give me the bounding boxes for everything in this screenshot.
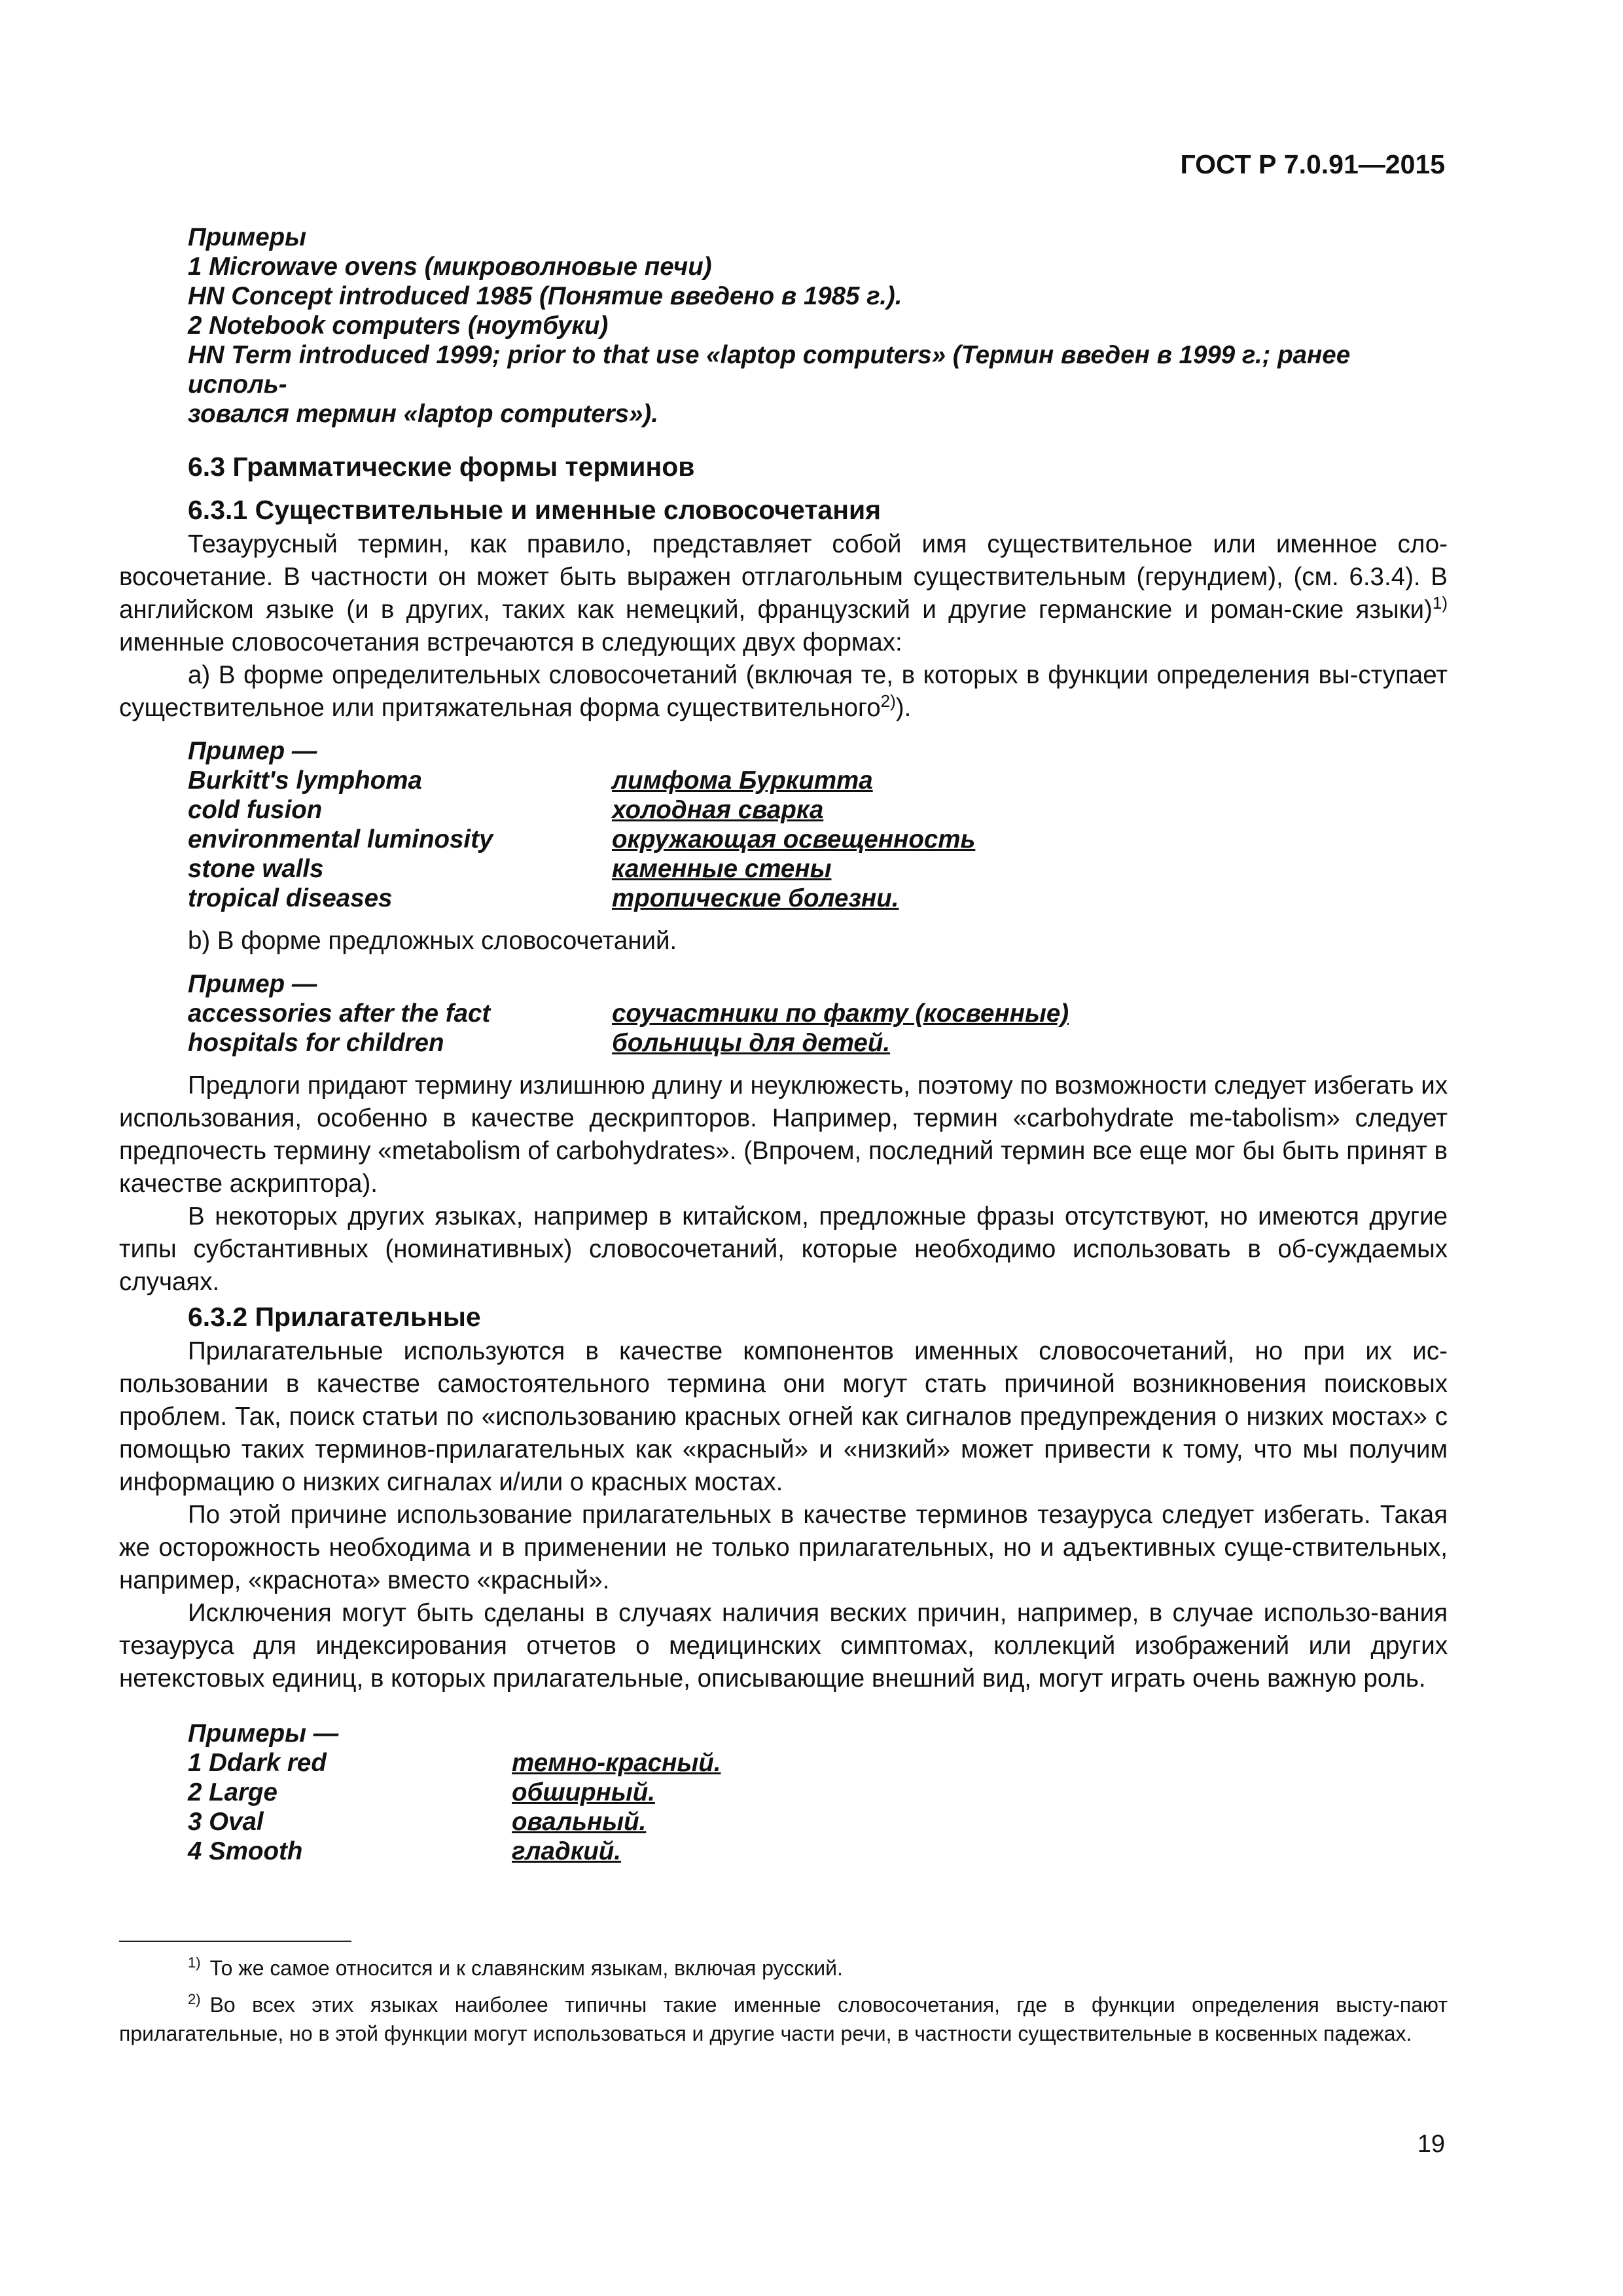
term-en: 1 Ddark red: [188, 1749, 327, 1777]
footnote-divider: [119, 1941, 351, 1942]
example-label: Пример —: [188, 737, 317, 765]
term-ru: лимфома Буркитта: [612, 766, 873, 795]
term-en: cold fusion: [188, 796, 323, 824]
footnote: [119, 1990, 1448, 2048]
page-number: 19: [1417, 2130, 1445, 2158]
example-row: [188, 1028, 1448, 1058]
example-row: [188, 1778, 1448, 1807]
term-en: 4 Smooth: [188, 1837, 303, 1865]
paragraph-text: а) В форме определительных словосочетаний (включая те, в которых в функции определения вы-ступает существительное или притяжательная форма существительного: [119, 661, 1448, 722]
example-line: зовался термин «laptop computers»).: [188, 400, 658, 428]
footnote-text: Во всех этих языках наиболее типичны такие именные словосочетания, где в функции определения высту-пают прилагательные, но в этой функции могут использоваться и другие части речи, в частности существительные в косвенных падежах.: [119, 1993, 1448, 2045]
paragraph: [119, 659, 1448, 725]
term-en: tropical diseases: [188, 884, 393, 912]
term-ru: соучастники по факту (косвенные): [612, 999, 1069, 1028]
term-ru: больницы для детей.: [612, 1029, 891, 1057]
section-title-6-3-1: 6.3.1 Существительные и именные словосочетания: [188, 495, 882, 525]
example-line: HN Concept introduced 1985 (Понятие введено в 1985 г.).: [188, 282, 902, 310]
page-content: [119, 223, 1448, 1878]
paragraph: В некоторых других языках, например в китайском, предложные фразы отсутствуют, но имеются другие типы субстантивных (номинативных) словосочетаний, которые необходимо использовать в об-суждаемых случаях.: [119, 1202, 1448, 1296]
example-row: [188, 884, 1448, 913]
footnote-ref: 1): [1432, 593, 1448, 613]
example-row: [188, 1807, 1448, 1837]
paragraph-text: ).: [895, 694, 912, 722]
term-en: stone walls: [188, 855, 324, 883]
term-ru: обширный.: [512, 1778, 655, 1806]
example-table-adjectives: [119, 1719, 1448, 1866]
example-row: [188, 825, 1448, 854]
paragraph: Прилагательные используются в качестве компонентов именных словосочетаний, но при их ис-пользовании в качестве самостоятельного термина они могут стать причиной возникновения поисковых проблем. Так, поиск статьи по «использованию красных огней как сигналов предупреждения о низких мостах» с помощью таких терминов-прилагательных как «красный» и «низкий» может привести к тому, что мы получим информацию о низких сигналах и/или о красных мостах.: [119, 1337, 1448, 1496]
footnote-mark: 1): [188, 1954, 201, 1971]
term-ru: каменные стены: [612, 855, 832, 883]
example-line: 2 Notebook computers (ноутбуки): [188, 312, 609, 340]
footnotes: [119, 1954, 1448, 2056]
footnote: [119, 1954, 1448, 1982]
example-row: [188, 766, 1448, 795]
example-row: [188, 999, 1448, 1028]
term-ru: темно-красный.: [512, 1749, 721, 1777]
term-en: Burkitt's lymphoma: [188, 766, 422, 795]
example-table-b: [119, 969, 1448, 1058]
term-ru: холодная сварка: [612, 796, 824, 824]
paragraph-text: именные словосочетания встречаются в следующих двух формах:: [119, 628, 902, 656]
term-en: 3 Oval: [188, 1808, 264, 1836]
example-row: [188, 795, 1448, 825]
example-row: [188, 1837, 1448, 1866]
example-table-a: [119, 736, 1448, 913]
term-ru: гладкий.: [512, 1837, 621, 1865]
paragraph-text: Тезаурусный термин, как правило, представляет собой имя существительное или именное сло-восочетание. В частности он может быть выражен отглагольным существительным (герундием), (см. 6.3.4). В английском языке (и в других, таких как немецкий, французский и другие германские и роман-ские языки): [119, 530, 1448, 624]
document-code: ГОСТ Р 7.0.91—2015: [1180, 149, 1445, 179]
examples-label: Примеры: [188, 223, 307, 251]
example-row: [188, 854, 1448, 884]
footnote-ref: 2): [880, 691, 896, 711]
section-title-6-3: 6.3 Грамматические формы терминов: [188, 452, 695, 482]
example-label: Пример —: [188, 970, 317, 998]
section-title-6-3-2: 6.3.2 Прилагательные: [188, 1302, 481, 1332]
examples-block-top: [119, 223, 1448, 429]
example-row: [188, 1748, 1448, 1778]
term-en: 2 Large: [188, 1778, 277, 1806]
term-ru: тропические болезни.: [612, 884, 899, 912]
paragraph: [119, 528, 1448, 659]
paragraph: По этой причине использование прилагательных в качестве терминов тезауруса следует избегать. Такая же осторожность необходима и в применении не только прилагательных, но и адъективных суще-ствительных, например, «краснота» вместо «красный».: [119, 1501, 1448, 1594]
footnote-mark: 2): [188, 1991, 201, 2008]
term-ru: овальный.: [512, 1808, 647, 1836]
term-en: hospitals for children: [188, 1029, 444, 1057]
example-label: Примеры —: [188, 1719, 339, 1748]
term-en: accessories after the fact: [188, 999, 491, 1028]
example-line: HN Term introduced 1999; prior to that use «laptop computers» (Термин введен в 1999 г.; ранее исполь-: [188, 341, 1351, 399]
term-en: environmental luminosity: [188, 825, 493, 853]
paragraph: Исключения могут быть сделаны в случаях наличия веских причин, например, в случае использо-вания тезауруса для индексирования отчетов о медицинских симптомах, коллекций изображений или других нетекстовых единиц, в которых прилагательные, описывающие внешний вид, могут играть очень важную роль.: [119, 1599, 1448, 1693]
paragraph: b) В форме предложных словосочетаний.: [188, 927, 677, 955]
term-ru: окружающая освещенность: [612, 825, 976, 853]
paragraph: Предлоги придают термину излишнюю длину и неуклюжесть, поэтому по возможности следует избегать их использования, особенно в качестве дескрипторов. Например, термин «carbohydrate me-tabolism» следует предпочесть термину «metabolism of carbohydrates». (Впрочем, последний термин все еще мог бы быть принят в качестве аскриптора).: [119, 1071, 1448, 1198]
footnote-text: То же самое относится и к славянским языкам, включая русский.: [209, 1956, 843, 1980]
example-line: 1 Microwave ovens (микроволновые печи): [188, 253, 712, 281]
